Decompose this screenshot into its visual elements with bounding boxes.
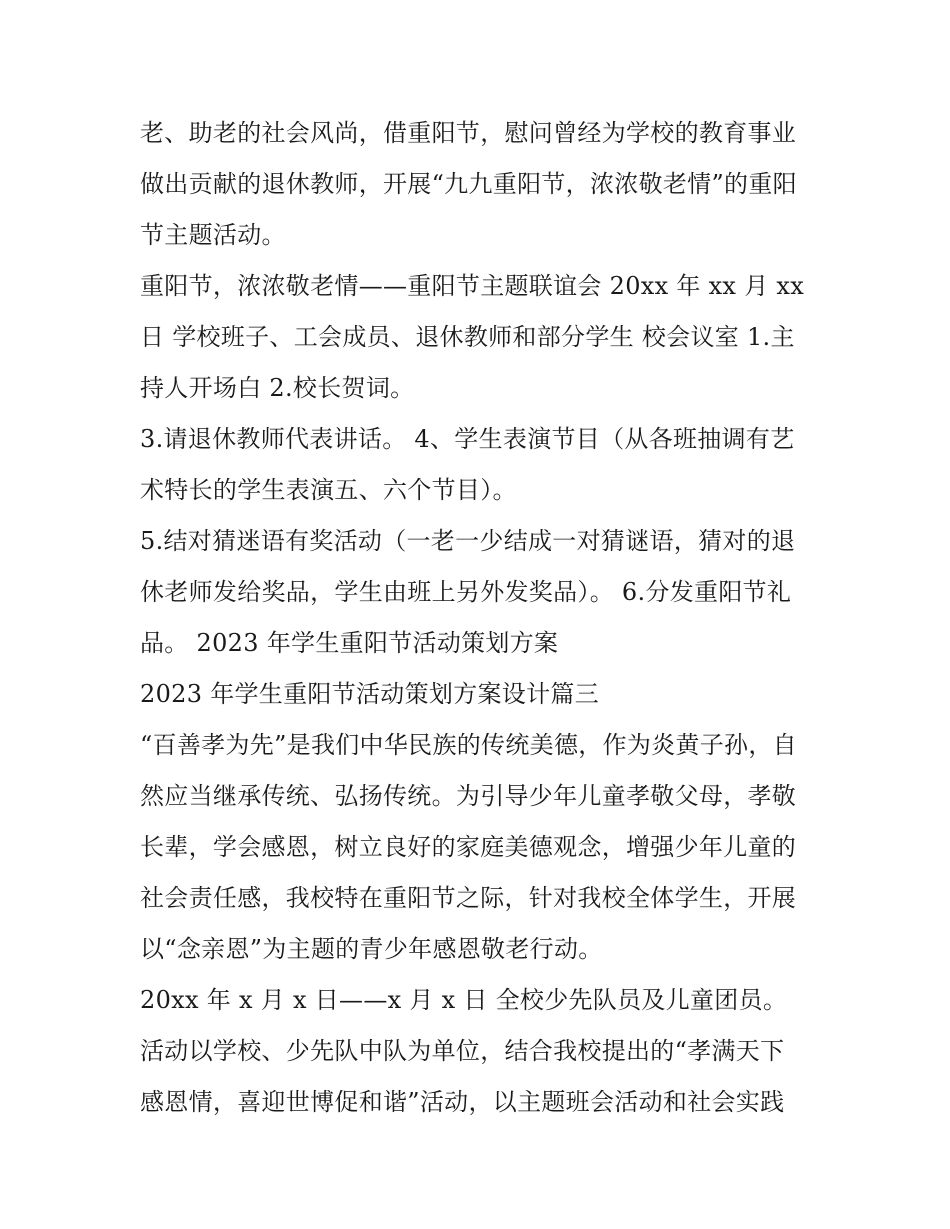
text-line: 20xx 年 x 月 x 日——x 月 x 日 全校少先队员及儿童团员。 (140, 986, 788, 1014)
text-line: 做出贡献的退休教师，开展“九九重阳节，浓浓敬老情”的重阳 (140, 170, 797, 198)
text-line: 术特长的学生表演五、六个节目）。 (140, 476, 517, 504)
text-line: 5.结对猜迷语有奖活动（一老一少结成一对猜谜语，猜对的退 (140, 527, 796, 555)
text-line: 品。 2023 年学生重阳节活动策划方案 (140, 629, 559, 657)
text-line: 长辈，学会感恩，树立良好的家庭美德观念，增强少年儿童的 (140, 833, 797, 861)
text-line: “百善孝为先”是我们中华民族的传统美德，作为炎黄子孙，自 (140, 731, 797, 759)
text-line: 感恩情，喜迎世博促和谐”活动，以主题班会活动和社会实践 (140, 1088, 785, 1116)
text-line: 活动以学校、少先队中队为单位，结合我校提出的“孝满天下 (140, 1037, 785, 1065)
text-line: 日 学校班子、工会成员、退休教师和部分学生 校会议室 1.主 (140, 323, 795, 351)
text-line: 老、助老的社会风尚，借重阳节，慰问曾经为学校的教育事业 (140, 119, 797, 147)
document-body (140, 108, 815, 1128)
text-line: 重阳节，浓浓敬老情——重阳节主题联谊会 20xx 年 xx 月 xx (140, 272, 805, 300)
text-line: 然应当继承传统、弘扬传统。为引导少年儿童孝敬父母，孝敬 (140, 782, 797, 810)
text-line: 持人开场白 2.校长贺词。 (140, 374, 415, 402)
section-heading: 2023 年学生重阳节活动策划方案设计篇三 (140, 680, 600, 708)
text-line: 休老师发给奖品，学生由班上另外发奖品）。 6.分发重阳节礼 (140, 578, 792, 606)
text-line: 社会责任感，我校特在重阳节之际，针对我校全体学生，开展 (140, 884, 797, 912)
text-line: 3.请退休教师代表讲话。 4、学生表演节目（从各班抽调有艺 (140, 425, 795, 453)
text-line: 以“念亲恩”为主题的青少年感恩敬老行动。 (140, 935, 603, 963)
text-line: 节主题活动。 (140, 221, 286, 249)
